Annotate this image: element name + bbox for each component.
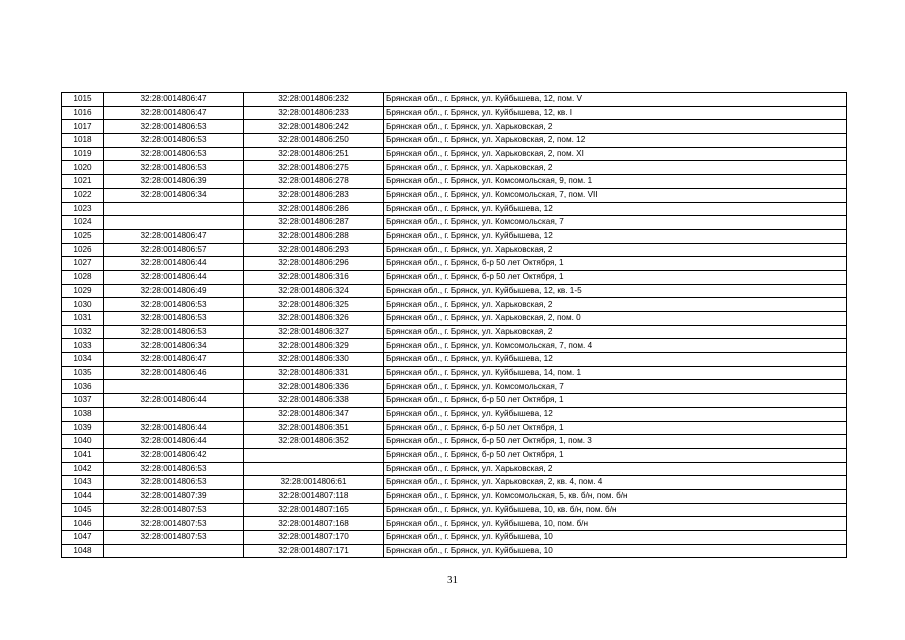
address-cell: Брянская обл., г. Брянск, ул. Куйбышева, 12 xyxy=(384,353,847,367)
table-row xyxy=(62,243,847,257)
parcel-number-cell: 32:28:0014807:53 xyxy=(104,503,244,517)
table-row xyxy=(62,120,847,134)
table-row xyxy=(62,134,847,148)
table-row xyxy=(62,229,847,243)
address-cell: Брянская обл., г. Брянск, ул. Харьковская, 2 xyxy=(384,243,847,257)
row-number-cell: 1022 xyxy=(62,188,104,202)
parcel-number-cell: 32:28:0014806:53 xyxy=(104,161,244,175)
parcel-number-cell: 32:28:0014806:47 xyxy=(104,106,244,120)
table-row xyxy=(62,147,847,161)
cadastral-number-cell: 32:28:0014806:286 xyxy=(244,202,384,216)
address-cell: Брянская обл., г. Брянск, б-р 50 лет Октября, 1, пом. 3 xyxy=(384,435,847,449)
table-row xyxy=(62,202,847,216)
parcel-number-cell: 32:28:0014806:53 xyxy=(104,312,244,326)
cadastral-number-cell: 32:28:0014806:324 xyxy=(244,284,384,298)
table-row xyxy=(62,325,847,339)
table-row xyxy=(62,435,847,449)
address-cell: Брянская обл., г. Брянск, б-р 50 лет Октября, 1 xyxy=(384,394,847,408)
table-row xyxy=(62,517,847,531)
row-number-cell: 1015 xyxy=(62,93,104,107)
address-cell: Брянская обл., г. Брянск, ул. Куйбышева, 12 xyxy=(384,407,847,421)
parcel-number-cell: 32:28:0014806:44 xyxy=(104,257,244,271)
row-number-cell: 1042 xyxy=(62,462,104,476)
cadastral-number-cell: 32:28:0014806:331 xyxy=(244,366,384,380)
row-number-cell: 1030 xyxy=(62,298,104,312)
table-row xyxy=(62,93,847,107)
cadastral-number-cell: 32:28:0014806:336 xyxy=(244,380,384,394)
row-number-cell: 1035 xyxy=(62,366,104,380)
table-row xyxy=(62,489,847,503)
parcel-number-cell: 32:28:0014806:53 xyxy=(104,462,244,476)
address-cell: Брянская обл., г. Брянск, ул. Комсомольская, 9, пом. 1 xyxy=(384,175,847,189)
parcel-number-cell: 32:28:0014806:57 xyxy=(104,243,244,257)
table-row xyxy=(62,284,847,298)
parcel-number-cell: 32:28:0014806:53 xyxy=(104,134,244,148)
cadastral-number-cell: 32:28:0014807:168 xyxy=(244,517,384,531)
parcel-number-cell: 32:28:0014806:42 xyxy=(104,448,244,462)
address-cell: Брянская обл., г. Брянск, б-р 50 лет Октября, 1 xyxy=(384,257,847,271)
cadastral-number-cell: 32:28:0014806:232 xyxy=(244,93,384,107)
table-row xyxy=(62,270,847,284)
row-number-cell: 1045 xyxy=(62,503,104,517)
row-number-cell: 1033 xyxy=(62,339,104,353)
table-row xyxy=(62,257,847,271)
table-row xyxy=(62,298,847,312)
table-row xyxy=(62,366,847,380)
row-number-cell: 1039 xyxy=(62,421,104,435)
address-cell: Брянская обл., г. Брянск, ул. Харьковская, 2 xyxy=(384,161,847,175)
address-cell: Брянская обл., г. Брянск, ул. Комсомольская, 7, пом. VII xyxy=(384,188,847,202)
address-cell: Брянская обл., г. Брянск, ул. Куйбышева, 10 xyxy=(384,531,847,545)
cadastral-number-cell: 32:28:0014807:171 xyxy=(244,544,384,558)
row-number-cell: 1048 xyxy=(62,544,104,558)
cadastral-number-cell: 32:28:0014806:329 xyxy=(244,339,384,353)
row-number-cell: 1047 xyxy=(62,531,104,545)
parcel-number-cell: 32:28:0014807:53 xyxy=(104,517,244,531)
row-number-cell: 1044 xyxy=(62,489,104,503)
address-cell: Брянская обл., г. Брянск, ул. Куйбышева, 12 xyxy=(384,202,847,216)
parcel-number-cell xyxy=(104,380,244,394)
row-number-cell: 1031 xyxy=(62,312,104,326)
row-number-cell: 1026 xyxy=(62,243,104,257)
address-cell: Брянская обл., г. Брянск, ул. Комсомольская, 5, кв. б/н, пом. б/н xyxy=(384,489,847,503)
parcel-number-cell: 32:28:0014806:44 xyxy=(104,270,244,284)
register-table-body xyxy=(62,93,847,558)
table-row xyxy=(62,161,847,175)
address-cell: Брянская обл., г. Брянск, ул. Куйбышева, 12, пом. V xyxy=(384,93,847,107)
address-cell: Брянская обл., г. Брянск, ул. Куйбышева, 12, кв. 1-5 xyxy=(384,284,847,298)
row-number-cell: 1040 xyxy=(62,435,104,449)
table-row xyxy=(62,407,847,421)
cadastral-number-cell: 32:28:0014806:288 xyxy=(244,229,384,243)
cadastral-number-cell: 32:28:0014806:287 xyxy=(244,216,384,230)
cadastral-number-cell: 32:28:0014806:250 xyxy=(244,134,384,148)
parcel-number-cell: 32:28:0014806:39 xyxy=(104,175,244,189)
address-cell: Брянская обл., г. Брянск, ул. Комсомольская, 7 xyxy=(384,216,847,230)
table-row xyxy=(62,531,847,545)
address-cell: Брянская обл., г. Брянск, ул. Харьковская, 2, пом. XI xyxy=(384,147,847,161)
cadastral-number-cell: 32:28:0014806:326 xyxy=(244,312,384,326)
row-number-cell: 1029 xyxy=(62,284,104,298)
cadastral-number-cell: 32:28:0014806:242 xyxy=(244,120,384,134)
address-cell: Брянская обл., г. Брянск, ул. Куйбышева, 10, кв. б/н, пом. б/н xyxy=(384,503,847,517)
parcel-number-cell: 32:28:0014806:53 xyxy=(104,120,244,134)
parcel-number-cell: 32:28:0014806:49 xyxy=(104,284,244,298)
cadastral-number-cell: 32:28:0014806:338 xyxy=(244,394,384,408)
cadastral-number-cell: 32:28:0014806:327 xyxy=(244,325,384,339)
address-cell: Брянская обл., г. Брянск, ул. Куйбышева, 10, пом. б/н xyxy=(384,517,847,531)
row-number-cell: 1016 xyxy=(62,106,104,120)
parcel-number-cell: 32:28:0014806:44 xyxy=(104,421,244,435)
cadastral-number-cell: 32:28:0014807:165 xyxy=(244,503,384,517)
row-number-cell: 1021 xyxy=(62,175,104,189)
address-cell: Брянская обл., г. Брянск, ул. Харьковская, 2, пом. 0 xyxy=(384,312,847,326)
row-number-cell: 1028 xyxy=(62,270,104,284)
parcel-number-cell: 32:28:0014807:53 xyxy=(104,531,244,545)
parcel-number-cell: 32:28:0014806:44 xyxy=(104,394,244,408)
cadastral-number-cell: 32:28:0014806:293 xyxy=(244,243,384,257)
register-table xyxy=(61,92,847,558)
parcel-number-cell: 32:28:0014806:53 xyxy=(104,298,244,312)
cadastral-number-cell: 32:28:0014806:251 xyxy=(244,147,384,161)
cadastral-number-cell: 32:28:0014806:296 xyxy=(244,257,384,271)
cadastral-number-cell: 32:28:0014806:351 xyxy=(244,421,384,435)
cadastral-number-cell: 32:28:0014807:118 xyxy=(244,489,384,503)
cadastral-number-cell: 32:28:0014806:316 xyxy=(244,270,384,284)
address-cell: Брянская обл., г. Брянск, ул. Куйбышева, 14, пом. 1 xyxy=(384,366,847,380)
cadastral-number-cell: 32:28:0014806:352 xyxy=(244,435,384,449)
table-row xyxy=(62,339,847,353)
row-number-cell: 1043 xyxy=(62,476,104,490)
address-cell: Брянская обл., г. Брянск, ул. Харьковская, 2 xyxy=(384,298,847,312)
parcel-number-cell: 32:28:0014806:47 xyxy=(104,353,244,367)
table-row xyxy=(62,503,847,517)
parcel-number-cell: 32:28:0014806:46 xyxy=(104,366,244,380)
parcel-number-cell xyxy=(104,202,244,216)
cadastral-number-cell xyxy=(244,448,384,462)
table-row xyxy=(62,216,847,230)
row-number-cell: 1019 xyxy=(62,147,104,161)
cadastral-number-cell: 32:28:0014806:233 xyxy=(244,106,384,120)
row-number-cell: 1023 xyxy=(62,202,104,216)
parcel-number-cell: 32:28:0014807:39 xyxy=(104,489,244,503)
address-cell: Брянская обл., г. Брянск, ул. Куйбышева, 12, кв. I xyxy=(384,106,847,120)
parcel-number-cell xyxy=(104,544,244,558)
row-number-cell: 1038 xyxy=(62,407,104,421)
parcel-number-cell: 32:28:0014806:47 xyxy=(104,229,244,243)
cadastral-number-cell: 32:28:0014806:278 xyxy=(244,175,384,189)
page-number: 31 xyxy=(447,574,458,586)
address-cell: Брянская обл., г. Брянск, б-р 50 лет Октября, 1 xyxy=(384,421,847,435)
table-row xyxy=(62,448,847,462)
address-cell: Брянская обл., г. Брянск, б-р 50 лет Октября, 1 xyxy=(384,270,847,284)
parcel-number-cell: 32:28:0014806:34 xyxy=(104,188,244,202)
parcel-number-cell: 32:28:0014806:53 xyxy=(104,325,244,339)
table-row xyxy=(62,421,847,435)
address-cell: Брянская обл., г. Брянск, б-р 50 лет Октября, 1 xyxy=(384,448,847,462)
parcel-number-cell xyxy=(104,407,244,421)
row-number-cell: 1041 xyxy=(62,448,104,462)
parcel-number-cell: 32:28:0014806:44 xyxy=(104,435,244,449)
row-number-cell: 1034 xyxy=(62,353,104,367)
table-row xyxy=(62,312,847,326)
cadastral-number-cell xyxy=(244,462,384,476)
row-number-cell: 1032 xyxy=(62,325,104,339)
row-number-cell: 1027 xyxy=(62,257,104,271)
address-cell: Брянская обл., г. Брянск, ул. Харьковская, 2, пом. 12 xyxy=(384,134,847,148)
address-cell: Брянская обл., г. Брянск, ул. Харьковская, 2, кв. 4, пом. 4 xyxy=(384,476,847,490)
row-number-cell: 1018 xyxy=(62,134,104,148)
address-cell: Брянская обл., г. Брянск, ул. Харьковская, 2 xyxy=(384,462,847,476)
cadastral-number-cell: 32:28:0014806:61 xyxy=(244,476,384,490)
row-number-cell: 1036 xyxy=(62,380,104,394)
table-row xyxy=(62,188,847,202)
cadastral-number-cell: 32:28:0014806:275 xyxy=(244,161,384,175)
cadastral-number-cell: 32:28:0014806:347 xyxy=(244,407,384,421)
cadastral-number-cell: 32:28:0014806:283 xyxy=(244,188,384,202)
table-row xyxy=(62,175,847,189)
address-cell: Брянская обл., г. Брянск, ул. Харьковская, 2 xyxy=(384,120,847,134)
row-number-cell: 1024 xyxy=(62,216,104,230)
address-cell: Брянская обл., г. Брянск, ул. Куйбышева, 12 xyxy=(384,229,847,243)
row-number-cell: 1037 xyxy=(62,394,104,408)
cadastral-number-cell: 32:28:0014806:325 xyxy=(244,298,384,312)
table-row xyxy=(62,106,847,120)
row-number-cell: 1017 xyxy=(62,120,104,134)
parcel-number-cell: 32:28:0014806:34 xyxy=(104,339,244,353)
parcel-number-cell: 32:28:0014806:53 xyxy=(104,476,244,490)
address-cell: Брянская обл., г. Брянск, ул. Куйбышева, 10 xyxy=(384,544,847,558)
table-row xyxy=(62,394,847,408)
row-number-cell: 1046 xyxy=(62,517,104,531)
parcel-number-cell: 32:28:0014806:53 xyxy=(104,147,244,161)
table-row xyxy=(62,353,847,367)
table-row xyxy=(62,476,847,490)
parcel-number-cell: 32:28:0014806:47 xyxy=(104,93,244,107)
table-row xyxy=(62,462,847,476)
row-number-cell: 1020 xyxy=(62,161,104,175)
address-cell: Брянская обл., г. Брянск, ул. Комсомольская, 7 xyxy=(384,380,847,394)
row-number-cell: 1025 xyxy=(62,229,104,243)
address-cell: Брянская обл., г. Брянск, ул. Комсомольская, 7, пом. 4 xyxy=(384,339,847,353)
table-row xyxy=(62,380,847,394)
table-row xyxy=(62,544,847,558)
cadastral-number-cell: 32:28:0014806:330 xyxy=(244,353,384,367)
parcel-number-cell xyxy=(104,216,244,230)
address-cell: Брянская обл., г. Брянск, ул. Харьковская, 2 xyxy=(384,325,847,339)
cadastral-number-cell: 32:28:0014807:170 xyxy=(244,531,384,545)
